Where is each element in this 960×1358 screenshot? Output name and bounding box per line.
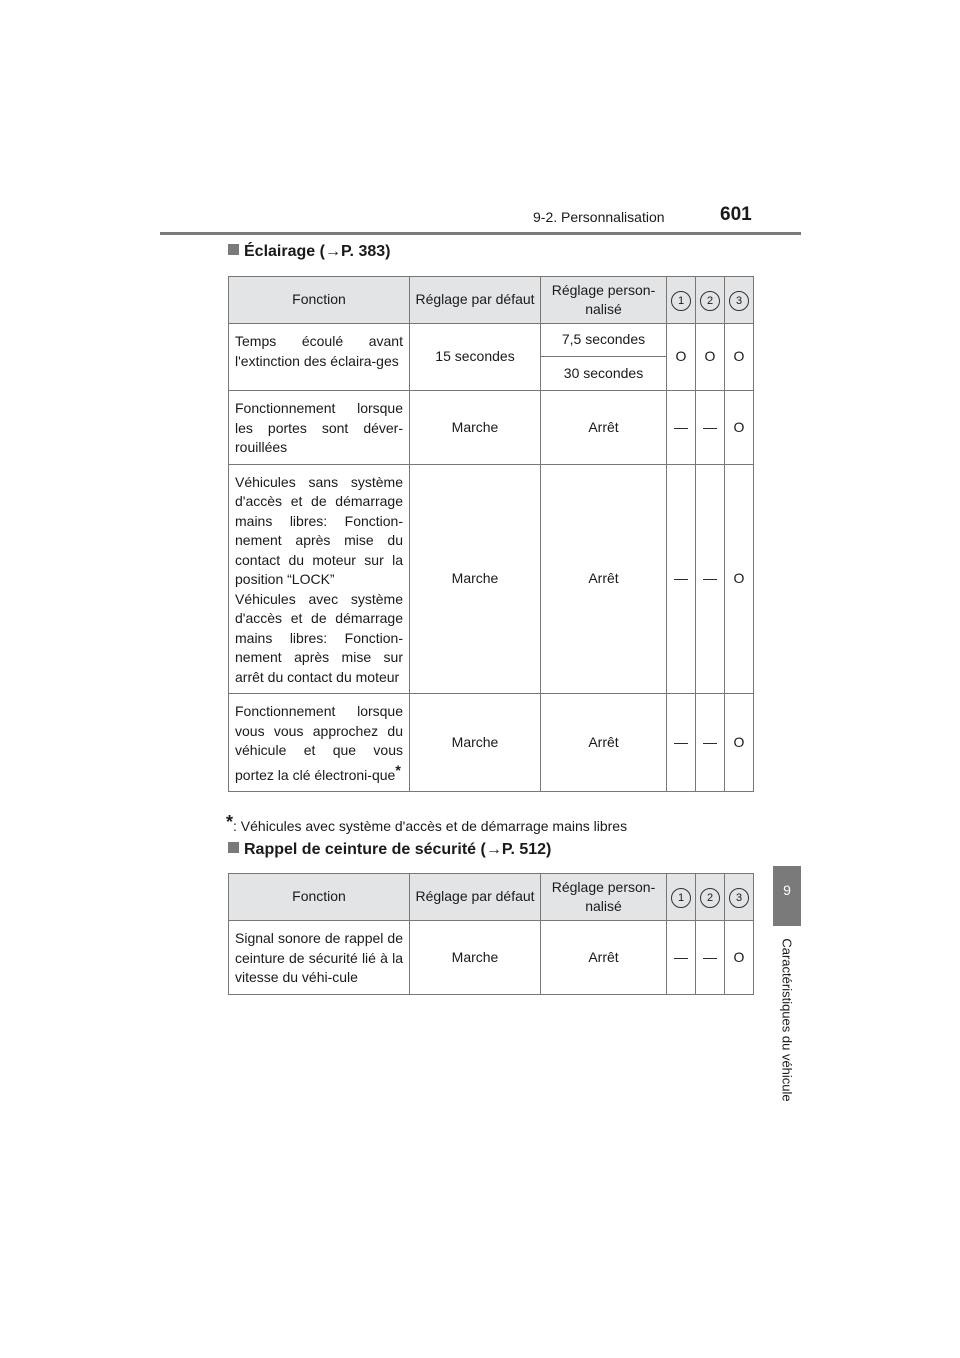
col1-cell: — xyxy=(667,464,696,694)
circled-3-icon: 3 xyxy=(729,291,749,311)
circled-1-icon: 1 xyxy=(671,291,691,311)
lighting-table xyxy=(228,276,754,792)
header-col-2 xyxy=(696,874,725,921)
footnote-marker: * xyxy=(395,761,401,778)
header-col-2 xyxy=(696,277,725,324)
header-default: Réglage par défaut xyxy=(410,874,541,921)
header-function: Fonction xyxy=(229,874,410,921)
table-row xyxy=(229,921,754,995)
header-custom: Réglage person-nalisé xyxy=(541,874,667,921)
function-cell: Fonctionnement lorsque vous vous approchez du véhicule et que vous portez la clé électroni-que* xyxy=(229,694,410,792)
col2-cell: O xyxy=(696,324,725,391)
col3-cell: O xyxy=(725,694,754,792)
header-col-1 xyxy=(667,277,696,324)
function-cell: Temps écoulé avant l'extinction des éclaira-ges xyxy=(229,324,410,391)
col3-cell: O xyxy=(725,324,754,391)
header-function: Fonction xyxy=(229,277,410,324)
custom-cell: Arrêt xyxy=(541,391,667,465)
function-line-without-smart-key: Véhicules sans système d'accès et de démarrage mains libres: Fonction-nement après mise du contact du moteur sur la position “LOCK” xyxy=(235,473,403,587)
square-bullet-icon xyxy=(228,244,239,255)
col2-cell: — xyxy=(696,694,725,792)
circled-2-icon: 2 xyxy=(700,888,720,908)
default-cell: Marche xyxy=(410,694,541,792)
table-row xyxy=(229,391,754,465)
header-col-1 xyxy=(667,874,696,921)
function-cell xyxy=(229,464,410,694)
col3-cell: O xyxy=(725,464,754,694)
custom-cell: Arrêt xyxy=(541,694,667,792)
arrow-icon: → xyxy=(324,243,341,260)
circled-1-icon: 1 xyxy=(671,888,691,908)
custom-cell: 30 secondes xyxy=(541,357,667,391)
col1-cell: — xyxy=(667,921,696,995)
col1-cell: O xyxy=(667,324,696,391)
arrow-icon: → xyxy=(485,841,502,858)
table-header-row xyxy=(229,277,754,324)
function-line-with-smart-key: Véhicules avec système d'accès et de démarrage mains libres: Fonction-nement après mise sur arrêt du contact du moteur xyxy=(235,590,403,685)
table-row xyxy=(229,324,754,357)
header-col-3 xyxy=(725,874,754,921)
function-cell: Signal sonore de rappel de ceinture de sécurité lié à la vitesse du véhi-cule xyxy=(229,921,410,995)
table-row xyxy=(229,464,754,694)
default-cell: 15 secondes xyxy=(410,324,541,391)
col2-cell: — xyxy=(696,921,725,995)
col1-cell: — xyxy=(667,391,696,465)
default-cell: Marche xyxy=(410,464,541,694)
table-row xyxy=(229,694,754,792)
default-cell: Marche xyxy=(410,921,541,995)
seatbelt-table xyxy=(228,873,754,995)
function-cell: Fonctionnement lorsque les portes sont déver-rouillées xyxy=(229,391,410,465)
header-divider xyxy=(160,232,801,235)
header-default: Réglage par défaut xyxy=(410,277,541,324)
header-custom: Réglage person-nalisé xyxy=(541,277,667,324)
custom-cell: Arrêt xyxy=(541,921,667,995)
footnote-marker: * xyxy=(226,812,234,832)
col1-cell: — xyxy=(667,694,696,792)
default-cell: Marche xyxy=(410,391,541,465)
section-title-seatbelt: Rappel de ceinture de sécurité (→P. 512) xyxy=(228,841,551,859)
table-header-row xyxy=(229,874,754,921)
circled-2-icon: 2 xyxy=(700,291,720,311)
page-number: 601 xyxy=(720,204,752,225)
section-title-lighting: Éclairage (→P. 383) xyxy=(228,243,390,261)
footnote: *: Véhicules avec système d'accès et de démarrage mains libres xyxy=(226,812,628,834)
square-bullet-icon xyxy=(228,842,239,853)
custom-cell: 7,5 secondes xyxy=(541,324,667,357)
chapter-tab: 9 xyxy=(773,866,801,926)
col3-cell: O xyxy=(725,921,754,995)
col2-cell: — xyxy=(696,464,725,694)
header-col-3 xyxy=(725,277,754,324)
chapter-label: Caractéristiques du véhicule xyxy=(779,938,795,1102)
custom-cell: Arrêt xyxy=(541,464,667,694)
circled-3-icon: 3 xyxy=(729,888,749,908)
section-breadcrumb: 9-2. Personnalisation xyxy=(533,209,665,225)
col2-cell: — xyxy=(696,391,725,465)
col3-cell: O xyxy=(725,391,754,465)
